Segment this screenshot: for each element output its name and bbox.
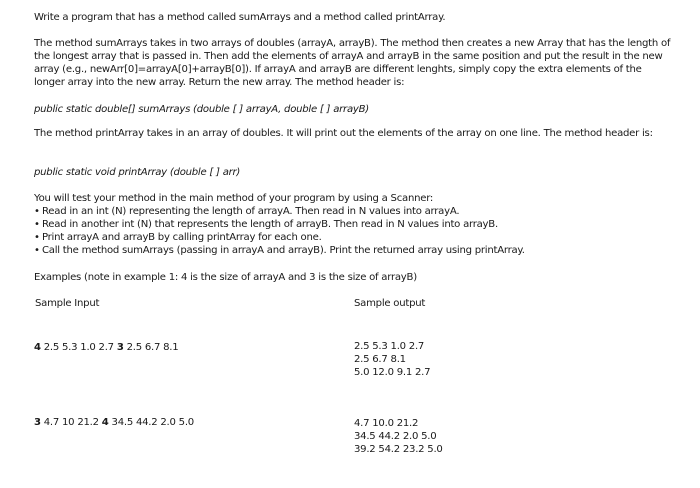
example-2-size-a: 3 [34,417,41,428]
sumarrays-header: public static double[] sumArrays (double [ ] arrayA, double [ ] arrayB) [34,104,369,115]
example-1-size-a: 4 [34,342,41,353]
example-1-values-b: 2.5 6.7 8.1 [126,342,179,353]
example-2-output [354,417,443,456]
sumarrays-description: The method sumArrays takes in two arrays of doubles (arrayA, arrayB). The method then creates a new Array that has the length of the longest array that is passed in. Then add the elements of arrayA and arrayB in the same position and put the result in the new array (e.g., newArr[0]=arrayA[0]+arrayB[0]). If arrayA and arrayB are different lenghts, simply copy the extra elements of the longer array into the new array. Return the new array. The method header is: [34,38,671,88]
example-1-output [354,340,430,379]
example-1-size-b: 3 [116,342,124,353]
printarray-header: public static void printArray (double [ ] arr) [34,167,241,178]
examples-note: Examples (note in example 1: 4 is the size of arrayA and 3 is the size of arrayB) [34,272,417,283]
example-1-values-a: 2.5 5.3 1.0 2.7 [43,342,114,353]
example-2-values-a: 4.7 10 21.2 [43,417,99,428]
output-line: 39.2 54.2 23.2 5.0 [354,444,443,455]
example-2-values-b: 34.5 44.2 2.0 5.0 [111,417,194,428]
output-line: 4.7 10.0 21.2 [354,418,419,429]
test-steps-list [34,205,674,257]
example-2-size-b: 4 [101,417,109,428]
test-step: • Call the method sumArrays (passing in arrayA and arrayB). Print the returned array using printArray. [34,244,674,257]
example-1-input [34,341,178,354]
test-intro: You will test your method in the main method of your program by using a Scanner: [34,193,434,204]
output-line: 2.5 5.3 1.0 2.7 [354,341,425,352]
output-line: 2.5 6.7 8.1 [354,354,406,365]
intro-text: Write a program that has a method called sumArrays and a method called printArray. [34,12,446,23]
example-2-input [34,416,194,429]
output-line: 5.0 12.0 9.1 2.7 [354,367,431,378]
test-step: • Print arrayA and arrayB by calling printArray for each one. [34,231,674,244]
test-step: • Read in another int (N) that represents the length of arrayB. Then read in N values into arrayB. [34,218,674,231]
output-line: 34.5 44.2 2.0 5.0 [354,431,437,442]
sample-output-header: Sample output [354,298,426,309]
printarray-description: The method printArray takes in an array of doubles. It will print out the elements of the array on one line. The method header is: [34,128,653,139]
sample-input-header: Sample Input [35,298,100,309]
test-step: • Read in an int (N) representing the length of arrayA. Then read in N values into arrayA. [34,205,674,218]
